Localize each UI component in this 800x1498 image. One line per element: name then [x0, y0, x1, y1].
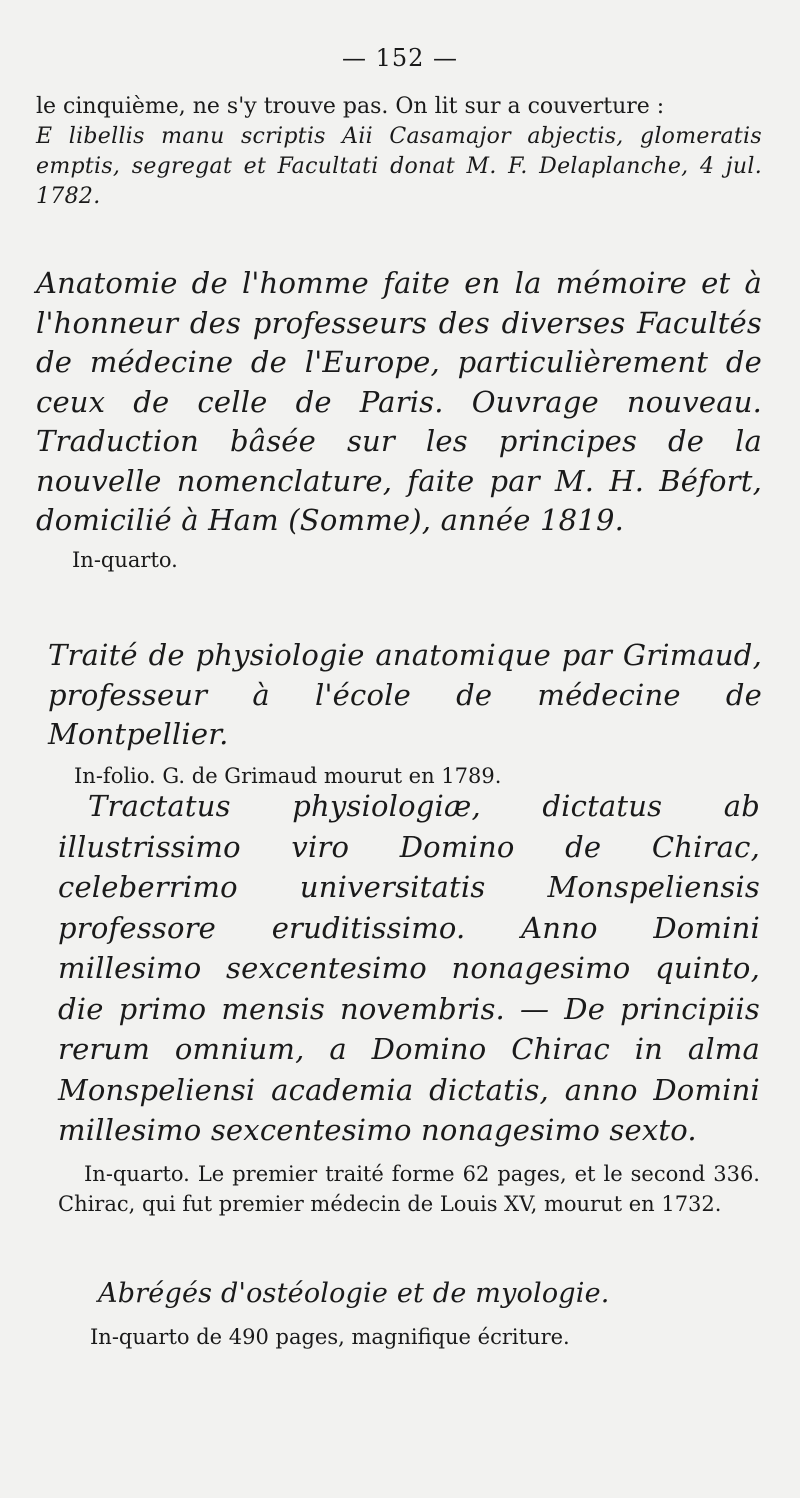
entry-title: Traité de physiologie anatomique par Grimaud, professeur à l'école de médecine de Montpellier.: [48, 638, 762, 751]
entry-note: In-folio. G. de Grimaud mourut en 1789.: [74, 763, 502, 788]
intro-text: le cinquième, ne s'y trouve pas. On lit sur a couverture :: [36, 94, 665, 119]
entry-tractatus: [58, 786, 760, 1219]
entry-traite: [48, 636, 762, 791]
entry-title: Tractatus physiologiæ, dictatus ab illustrissimo viro Domino de Chirac, celeberrimo universitatis Monspeliensis professore eruditissimo. Anno Domini millesimo sexcentesimo nonagesimo quinto, die primo mensis novembris. — De principiis rerum omnium, a Domino Chirac in alma Monspeliensi academia dictatis, anno Domini millesimo sexcentesimo nonagesimo sexto.: [58, 789, 760, 1147]
cover-inscription: E libellis manu scriptis Aii Casamajor abjectis, glomeratis emptis, segregat et Facultati donat M. F. Delaplanche, 4 jul. 1782.: [36, 124, 762, 209]
entry-anatomie: [36, 264, 762, 575]
entry-note: In-quarto. Le premier traité forme 62 pages, et le second 336. Chirac, qui fut premier médecin de Louis XV, mourut en 1732.: [58, 1161, 760, 1216]
entry-abreges: [98, 1274, 762, 1314]
entry-title: Anatomie de l'homme faite en la mémoire et à l'honneur des professeurs des diverses Facultés de médecine de l'Europe, particulièrement de ceux de celle de Paris. Ouvrage nouveau. Traduction bâsée sur les principes de la nouvelle nomenclature, faite par M. H. Béfort, domicilié à Ham (Somme), année 1819.: [36, 266, 762, 537]
intro-paragraph: [36, 92, 762, 212]
entry-title: Abrégés d'ostéologie et de myologie.: [98, 1278, 610, 1309]
entry-note: In-quarto.: [72, 547, 178, 572]
page-number: — 152 —: [341, 44, 459, 72]
entry-abreges-note: [90, 1322, 762, 1352]
entry-note: In-quarto de 490 pages, magnifique écriture.: [90, 1325, 570, 1349]
